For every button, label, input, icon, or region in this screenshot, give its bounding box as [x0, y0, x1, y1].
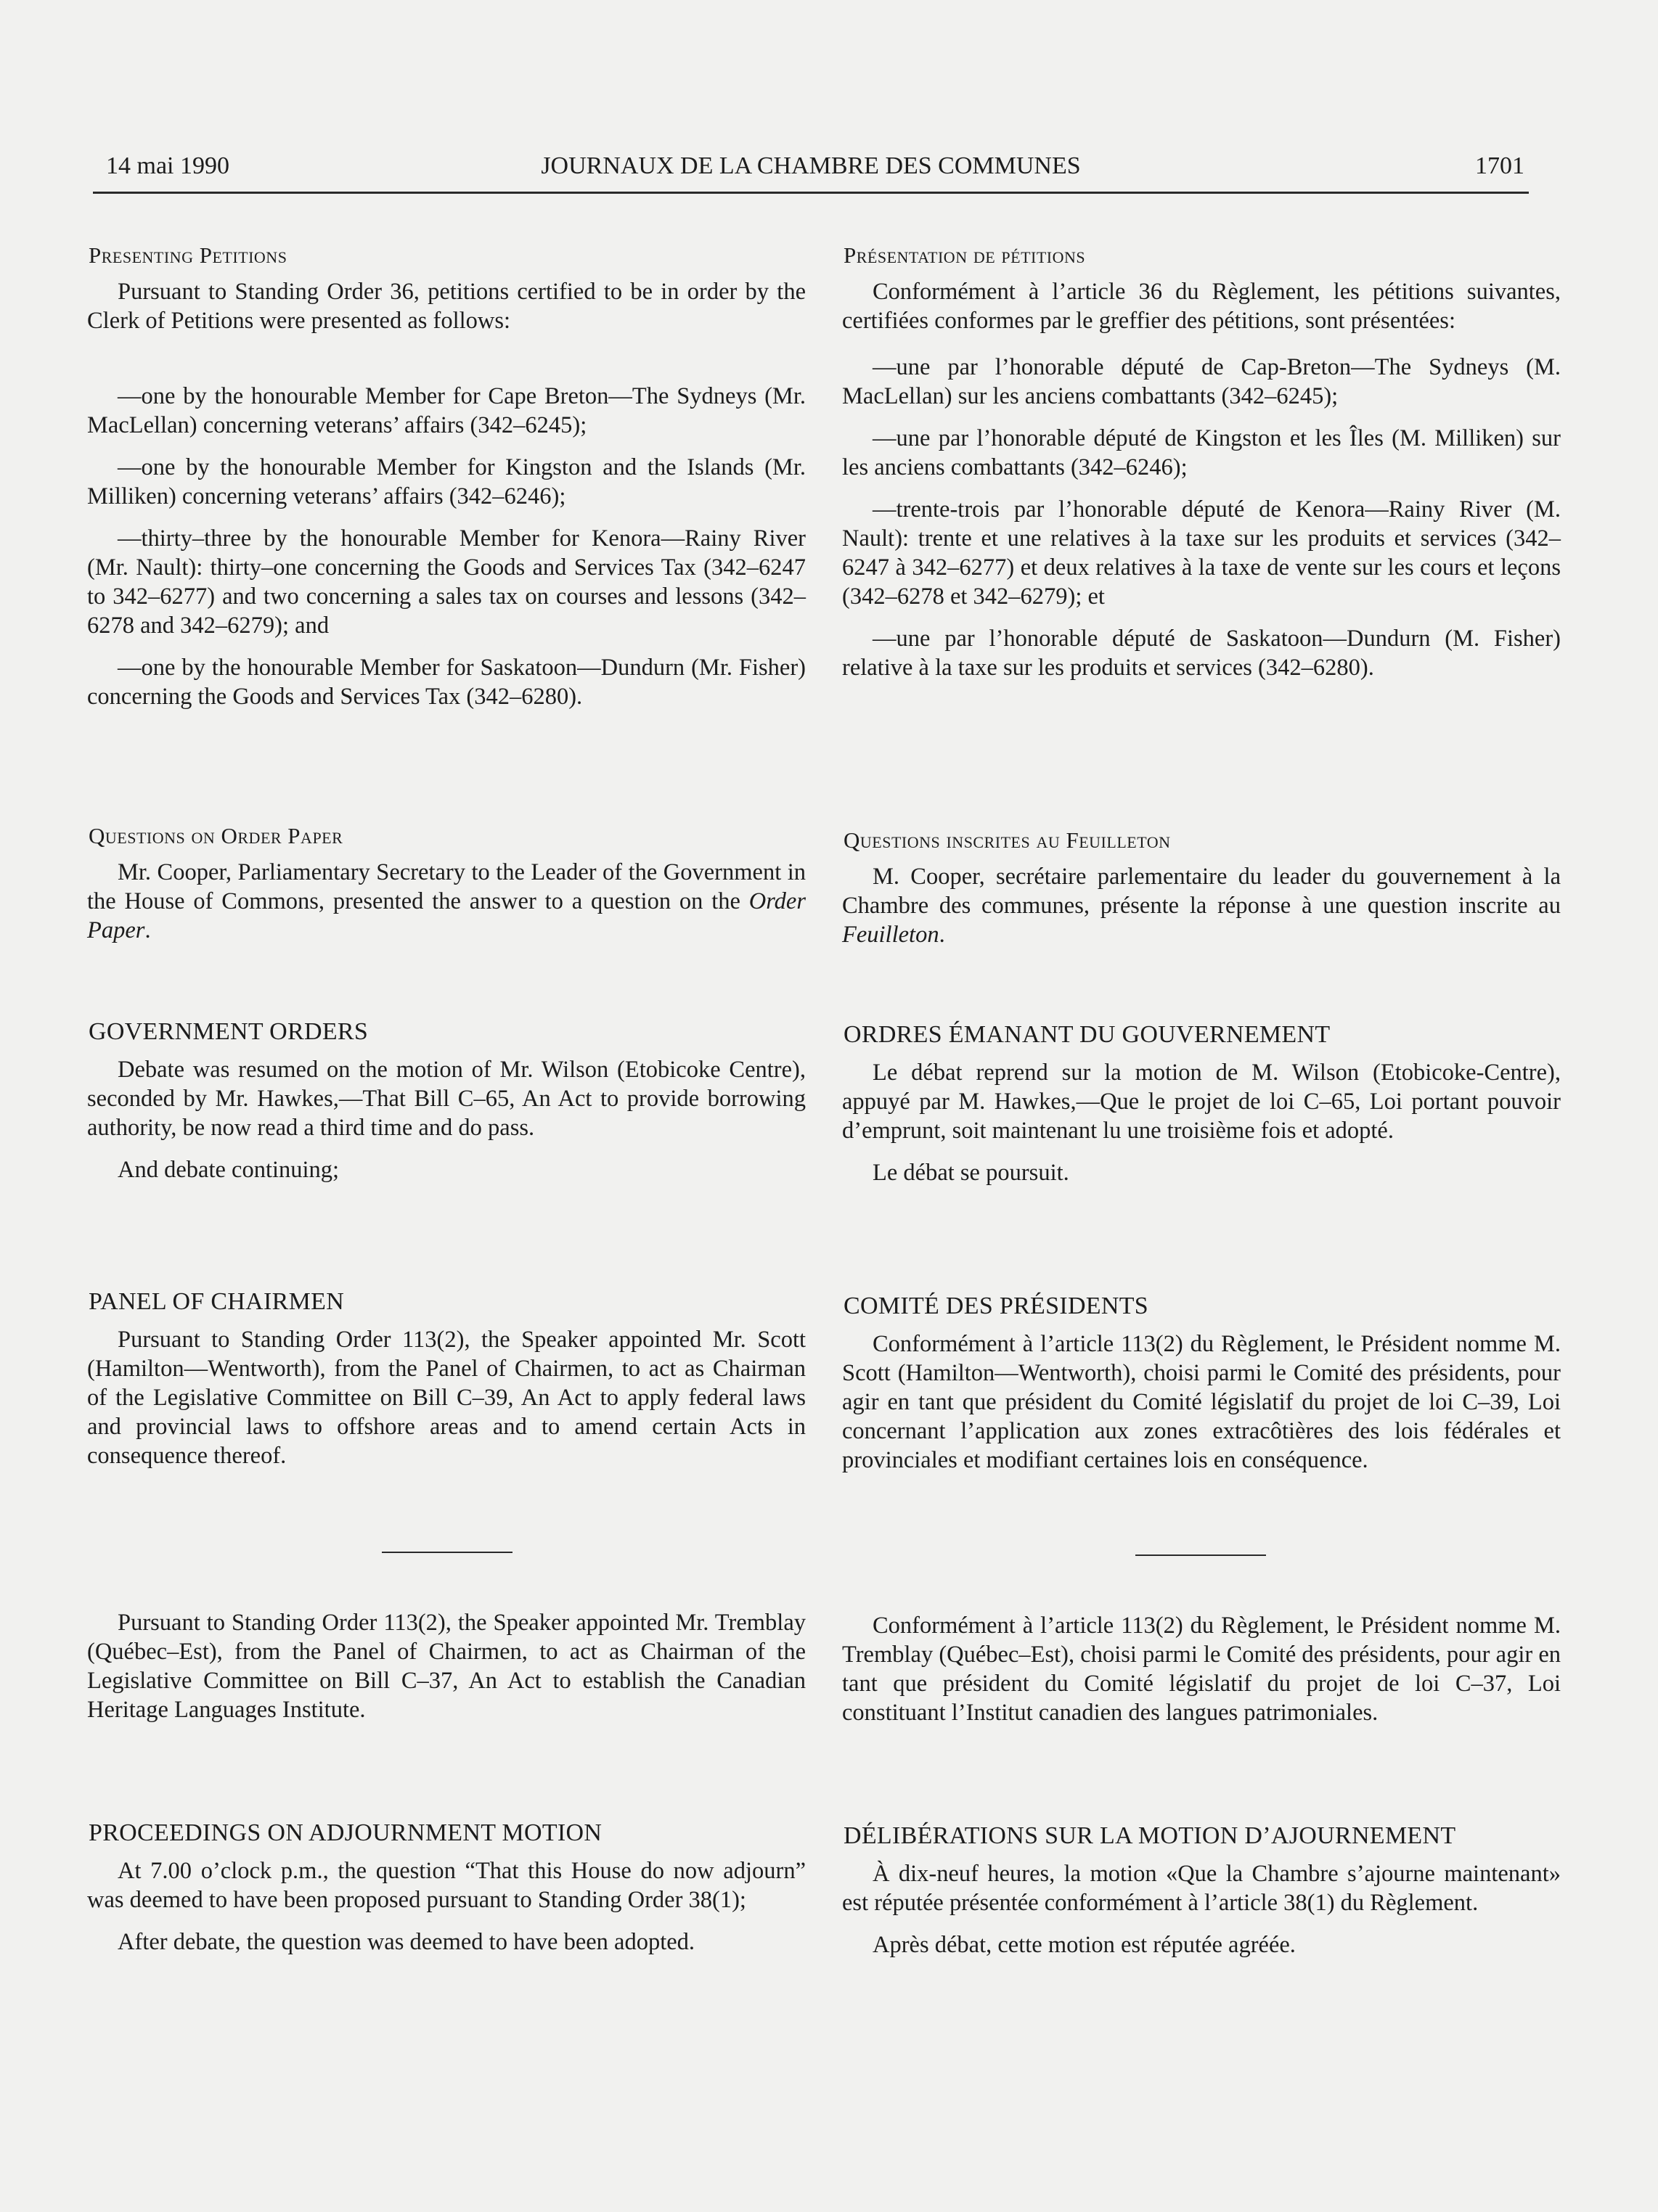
section-heading: COMITÉ DES PRÉSIDENTS	[844, 1293, 1148, 1319]
adjournment-text: À dix-neuf heures, la motion «Que la Chambre s’ajourne maintenant» est réputée présentée conformément à l’article 38(1) du Règlement.	[842, 1861, 1561, 1916]
petition-item: —one by the honourable Member for Saskatoon—Dundurn (Mr. Fisher) concerning the Goods and Services Tax (342–6280).	[87, 655, 806, 710]
panel-text: Pursuant to Standing Order 113(2), the Speaker appointed Mr. Tremblay (Québec–Est), from the Panel of Chairmen, to act as Chairman of the Legislative Committee on Bill C–37, An Act to establish the Canadian Heritage Languages Institute.	[87, 1610, 806, 1723]
section-heading: Questions on Order Paper	[89, 823, 343, 848]
petition-item: —one by the honourable Member for Kingston and the Islands (Mr. Milliken) concerning veterans’ affairs (342–6246);	[87, 454, 806, 509]
petition-item: —une par l’honorable député de Saskatoon—Dundurn (M. Fisher) relative à la taxe sur les produits et services (342–6280).	[842, 626, 1561, 681]
government-orders-section	[87, 1015, 806, 1184]
header-title: JOURNAUX DE LA CHAMBRE DES COMMUNES	[541, 152, 1081, 179]
adjournment-section	[842, 1819, 1561, 1959]
section-heading: DÉLIBÉRATIONS SUR LA MOTION D’AJOURNEMENT	[844, 1822, 1456, 1849]
section-heading: PANEL OF CHAIRMEN	[89, 1288, 345, 1315]
panel-text: Pursuant to Standing Order 113(2), the Speaker appointed Mr. Scott (Hamilton—Wentworth), from the Panel of Chairmen, to act as Chairman of the Legislative Committee on Bill C–39, An Act to apply federal laws and provincial laws to offshore areas and to amend certain Acts in consequence thereof.	[87, 1327, 806, 1469]
section-heading: Presenting Petitions	[89, 242, 287, 268]
petitions-intro: Pursuant to Standing Order 36, petitions certified to be in order by the Clerk of Petitions were presented as follows:	[87, 279, 806, 334]
petitions-intro: Conformément à l’article 36 du Règlement, les pétitions suivantes, certifiées conformes par le greffier des pétitions, sont présentées:	[842, 279, 1561, 334]
government-orders-section	[842, 1017, 1561, 1187]
section-heading: Questions inscrites au Feuilleton	[844, 827, 1171, 853]
government-orders-text: And debate continuing;	[118, 1157, 340, 1183]
petition-item: —une par l’honorable député de Cap-Breton—The Sydneys (M. MacLellan) sur les anciens combattants (342–6245);	[842, 354, 1561, 409]
questions-text: M. Cooper, secrétaire parlementaire du leader du gouvernement à la Chambre des communes, présente la réponse à une question inscrite au Feuilleton.	[842, 864, 1561, 948]
adjournment-text: After debate, the question was deemed to have been adopted.	[118, 1929, 695, 1955]
questions-text: Mr. Cooper, Parliamentary Secretary to the Leader of the Government in the House of Commons, presented the answer to a question on the Order Paper.	[87, 859, 806, 943]
questions-section	[87, 820, 806, 945]
petitions-section	[842, 239, 1561, 682]
government-orders-text: Le débat reprend sur la motion de M. Wilson (Etobicoke-Centre), appuyé par M. Hawkes,—Que le projet de loi C–65, Loi portant pouvoir d’emprunt, soit maintenant lu une troisième fois et adopté.	[842, 1060, 1561, 1144]
government-orders-text: Le débat se poursuit.	[873, 1160, 1069, 1186]
adjournment-text: Après débat, cette motion est réputée agréée.	[873, 1932, 1296, 1958]
adjournment-section	[87, 1816, 806, 1957]
separator-rule	[382, 1552, 512, 1553]
petition-item: —thirty–three by the honourable Member for Kenora—Rainy River (Mr. Nault): thirty–one concerning the Goods and Services Tax (342–6247 to 342–6277) and two concerning a sales tax on courses and lessons (342–6278 and 342–6279); and	[87, 525, 806, 639]
panel-section-2	[842, 1611, 1561, 1727]
page-header	[93, 148, 1529, 194]
petition-item: —trente-trois par l’honorable député de Kenora—Rainy River (M. Nault): trente et une relatives à la taxe sur les produits et services (342–6247 à 342–6277) et deux relatives à la taxe de vente sur les cours et leçons (342–6278 et 342–6279); et	[842, 496, 1561, 610]
petitions-section	[87, 239, 806, 711]
page-number: 1701	[1475, 152, 1524, 179]
separator-rule	[1135, 1554, 1266, 1556]
section-heading: PROCEEDINGS ON ADJOURNMENT MOTION	[89, 1819, 603, 1846]
panel-text: Conformément à l’article 113(2) du Règlement, le Président nomme M. Scott (Hamilton—Wentworth), choisi parmi le Comité des présidents, pour agir en tant que président du Comité législatif du projet de loi C–39, Loi concernant l’application aux zones extracôtières des lois fédérales et provinciales et modifiant certaines lois en conséquence.	[842, 1331, 1561, 1473]
section-heading: ORDRES ÉMANANT DU GOUVERNEMENT	[844, 1021, 1331, 1048]
adjournment-text: At 7.00 o’clock p.m., the question “That this House do now adjourn” was deemed to have been proposed pursuant to Standing Order 38(1);	[87, 1858, 806, 1913]
panel-text: Conformément à l’article 113(2) du Règlement, le Président nomme M. Tremblay (Québec–Est), choisi parmi le Comité des présidents, pour agir en tant que président du Comité législatif du projet de loi C–37, Loi constituant l’Institut canadien des langues patrimoniales.	[842, 1613, 1561, 1726]
government-orders-text: Debate was resumed on the motion of Mr. Wilson (Etobicoke Centre), seconded by Mr. Hawkes,—That Bill C–65, An Act to provide borrowing authority, be now read a third time and do pass.	[87, 1057, 806, 1141]
panel-section-2	[87, 1608, 806, 1724]
petition-item: —une par l’honorable député de Kingston et les Îles (M. Milliken) sur les anciens combattants (342–6246);	[842, 425, 1561, 480]
petition-item: —one by the honourable Member for Cape Breton—The Sydneys (Mr. MacLellan) concerning veterans’ affairs (342–6245);	[87, 383, 806, 438]
header-date: 14 mai 1990	[106, 152, 229, 179]
questions-section	[842, 824, 1561, 949]
section-heading: GOVERNMENT ORDERS	[89, 1018, 369, 1045]
panel-section	[842, 1289, 1561, 1475]
section-heading: Présentation de pétitions	[844, 242, 1086, 268]
panel-section	[87, 1285, 806, 1470]
